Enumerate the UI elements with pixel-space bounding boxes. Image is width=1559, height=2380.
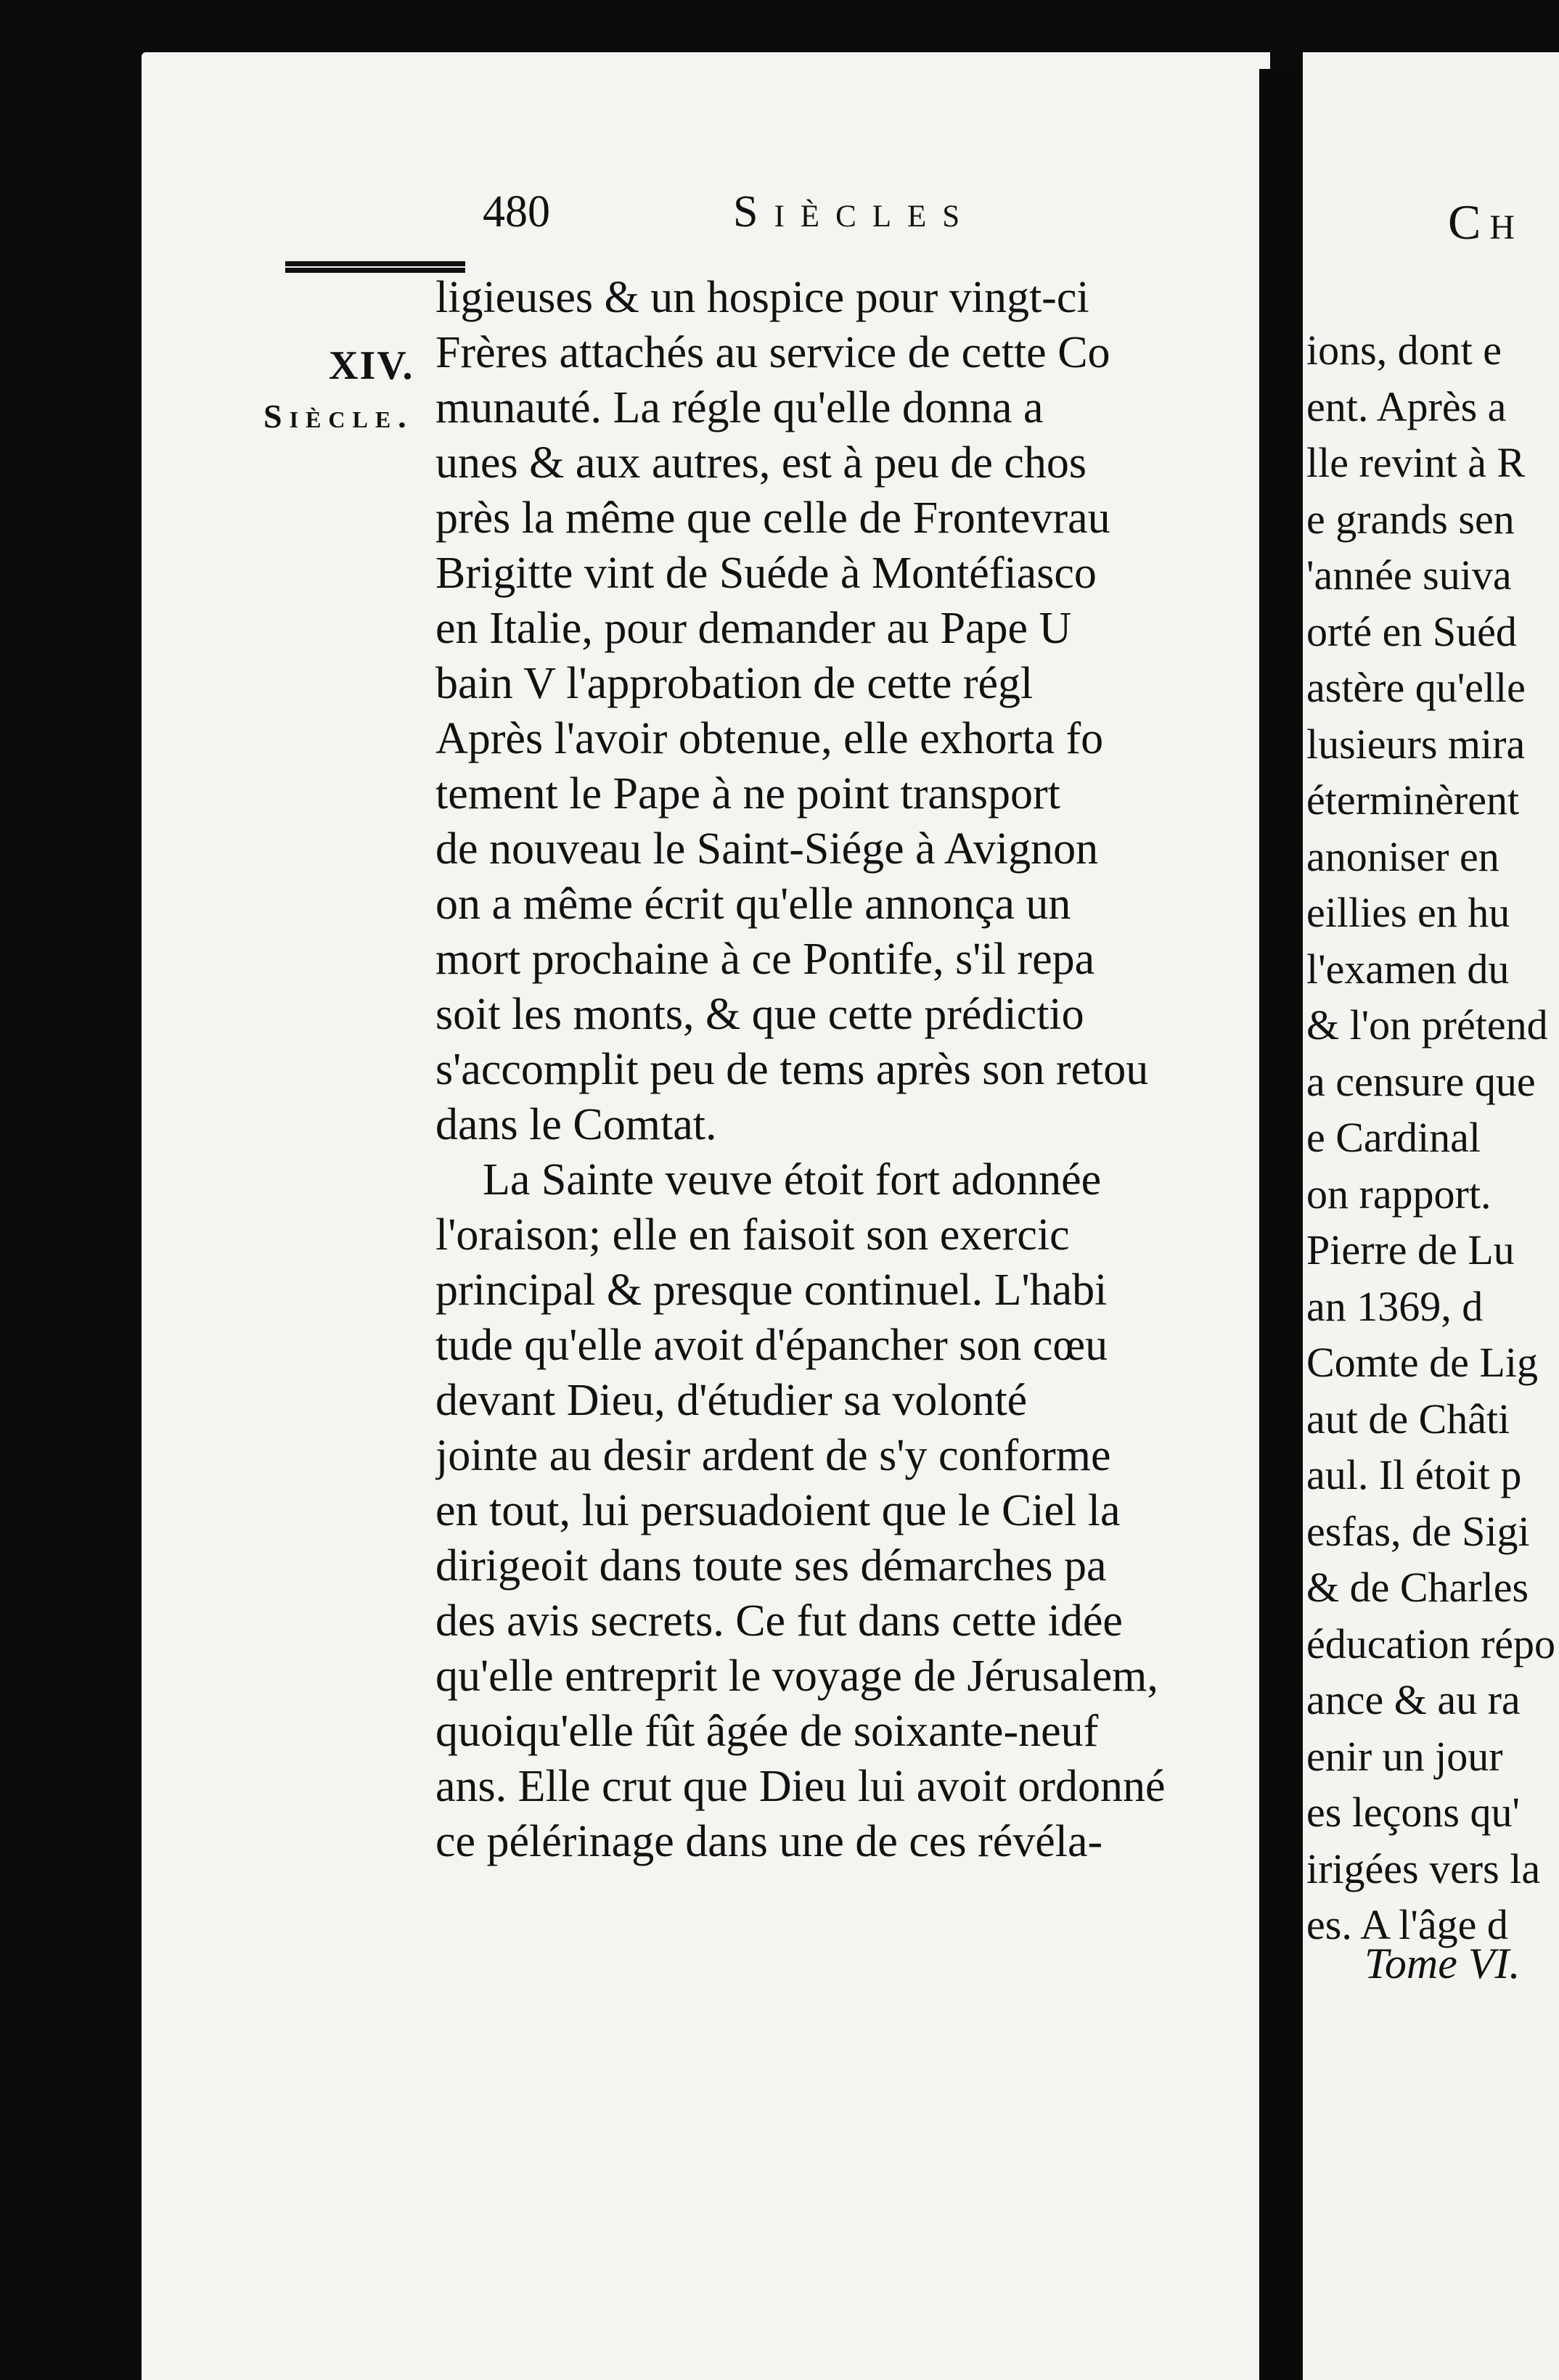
text-line: orté en Suéd: [1306, 607, 1517, 655]
text-line: e Cardinal: [1306, 1114, 1481, 1161]
text-line: 'année suiva: [1306, 551, 1512, 599]
text-line: & l'on prétend: [1306, 1001, 1548, 1049]
text-line: l'examen du: [1306, 945, 1510, 993]
text-line: de nouveau le Saint-Siége à Avignon: [435, 824, 1099, 874]
body-text: [435, 270, 1270, 1869]
text-line: unes & aux autres, est à peu de chos: [435, 438, 1087, 488]
text-line: Brigitte vint de Suéde à Montéfiasco: [435, 549, 1097, 598]
text-line: ligieuses & un hospice pour vingt-ci: [435, 273, 1089, 322]
text-line: Après l'avoir obtenue, elle exhorta fo: [435, 714, 1104, 763]
text-line: ance & au ra: [1306, 1676, 1521, 1723]
text-line: e grands sen: [1306, 495, 1515, 543]
text-line: des avis secrets. Ce fut dans cette idée: [435, 1596, 1123, 1646]
text-line: qu'elle entreprit le voyage de Jérusalem,: [435, 1651, 1158, 1701]
text-line: Pierre de Lu: [1306, 1226, 1515, 1273]
right-page: [1303, 52, 1559, 2380]
text-line: esfas, de Sigi: [1306, 1507, 1530, 1555]
text-line: ions, dont e: [1306, 327, 1502, 374]
text-line: aul. Il étoit p: [1306, 1451, 1522, 1498]
text-line: aut de Châti: [1306, 1395, 1510, 1443]
page-number: 480: [483, 187, 550, 237]
text-line: on a même écrit qu'elle annonça un: [435, 879, 1071, 929]
text-line: dans le Comtat.: [435, 1100, 717, 1149]
text-line: près la même que celle de Frontevrau: [435, 493, 1110, 543]
text-line: a censure que: [1306, 1057, 1536, 1105]
right-running-head: Ch: [1448, 194, 1524, 250]
text-line: soit les monts, & que cette prédictio: [435, 990, 1084, 1039]
text-line: & de Charles: [1306, 1564, 1529, 1611]
text-line: tude qu'elle avoit d'épancher son cœu: [435, 1321, 1108, 1370]
text-line: Comte de Lig: [1306, 1339, 1538, 1386]
left-page: [142, 52, 1270, 2380]
text-line: irigées vers la: [1306, 1844, 1541, 1892]
text-line: dirigeoit dans toute ses démarches pa: [435, 1541, 1107, 1591]
text-line: quoiqu'elle fût âgée de soixante-neuf: [435, 1707, 1099, 1756]
text-line: s'accomplit peu de tems après son retou: [435, 1045, 1149, 1094]
text-line: astère qu'elle: [1306, 664, 1526, 711]
text-line: jointe au desir ardent de s'y conforme: [435, 1431, 1111, 1480]
text-line: éducation répo: [1306, 1620, 1556, 1667]
paragraph-start-line: La Sainte veuve étoit fort adonnée: [483, 1155, 1102, 1205]
text-line: munauté. La régle qu'elle donna a: [435, 383, 1044, 432]
text-line: lle revint à R: [1306, 439, 1526, 486]
text-line: ans. Elle crut que Dieu lui avoit ordonné: [435, 1762, 1166, 1811]
text-line: on rapport.: [1306, 1170, 1492, 1218]
text-line: l'oraison; elle en faisoit son exercic: [435, 1210, 1070, 1260]
text-line: ent. Après a: [1306, 382, 1507, 430]
text-line: Frères attachés au service de cette Co: [435, 328, 1110, 377]
signature-mark: Tome VI.: [1364, 1940, 1521, 1987]
text-line: es leçons qu': [1306, 1789, 1520, 1836]
margin-note-century: XIV.: [329, 343, 414, 388]
right-body-text: [1306, 322, 1555, 1953]
text-line: an 1369, d: [1306, 1282, 1484, 1330]
text-line: es. A l'âge d: [1306, 1901, 1508, 1948]
text-line: mort prochaine à ce Pontife, s'il repa: [435, 935, 1095, 984]
text-line: enir un jour: [1306, 1732, 1503, 1780]
running-title: Siècles: [733, 187, 976, 237]
running-head: [142, 172, 1270, 252]
text-line: éterminèrent: [1306, 776, 1520, 824]
text-line: en Italie, pour demander au Pape U: [435, 604, 1072, 653]
text-line: lusieurs mira: [1306, 720, 1526, 768]
text-line: bain V l'approbation de cette régl: [435, 659, 1034, 708]
book-gutter: [1259, 69, 1303, 2380]
text-line: tement le Pape à ne point transport: [435, 769, 1060, 818]
text-line: devant Dieu, d'étudier sa volonté: [435, 1376, 1028, 1425]
text-line: en tout, lui persuadoient que le Ciel la: [435, 1486, 1121, 1535]
text-line: principal & presque continuel. L'habi: [435, 1265, 1108, 1315]
text-line: eillies en hu: [1306, 889, 1510, 936]
margin-note-siecle: Siècle.: [263, 398, 414, 435]
text-line: ce pélérinage dans une de ces révéla-: [435, 1817, 1103, 1866]
text-line: anoniser en: [1306, 832, 1499, 880]
